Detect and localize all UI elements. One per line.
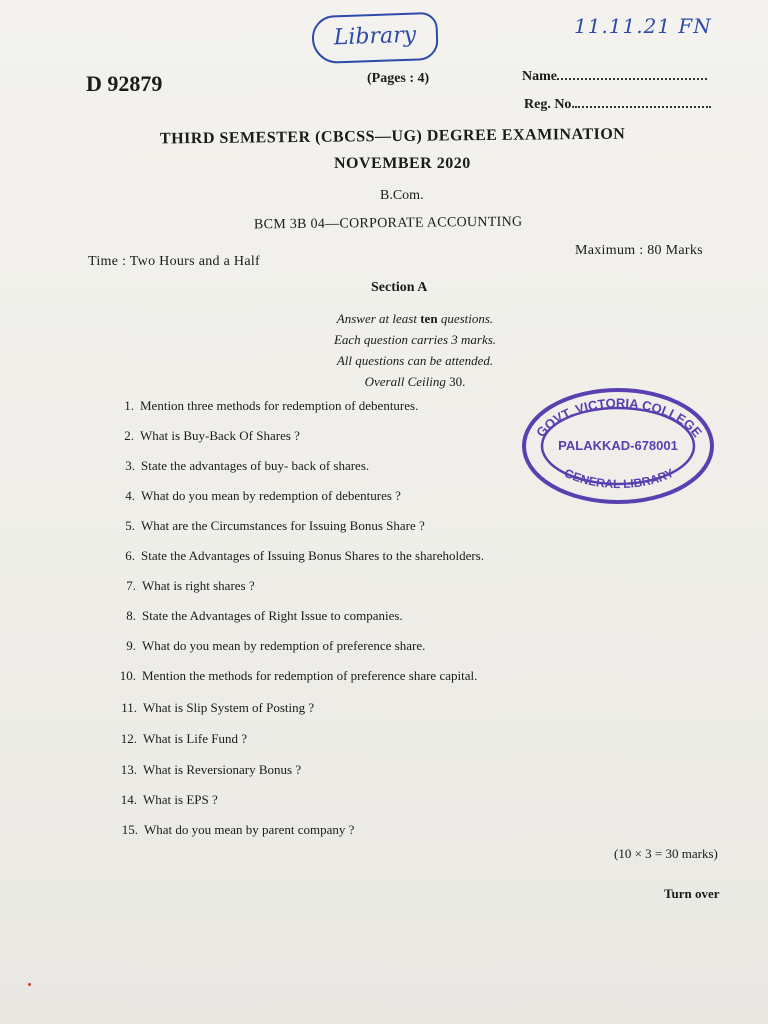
question-number: 5. bbox=[125, 518, 135, 533]
instruction-line-2: Each question carries 3 marks. bbox=[333, 332, 497, 347]
instruction-line-4 bbox=[300, 371, 530, 392]
name-label: Name bbox=[522, 69, 557, 84]
time-allowed: Time : Two Hours and a Half bbox=[88, 254, 260, 269]
question-item bbox=[111, 731, 247, 747]
question-text: What do you mean by redemption of debentures ? bbox=[141, 488, 401, 503]
question-item bbox=[108, 398, 418, 414]
exam-session: NOVEMBER 2020 bbox=[334, 155, 471, 172]
question-item bbox=[110, 608, 403, 624]
question-item bbox=[108, 428, 300, 444]
question-number: 7. bbox=[126, 578, 136, 593]
question-number: 12. bbox=[120, 731, 137, 746]
question-text: What do you mean by redemption of preference share. bbox=[142, 638, 426, 653]
question-text: What is Life Fund ? bbox=[143, 731, 247, 746]
question-number: 13. bbox=[120, 762, 137, 777]
question-item bbox=[109, 458, 369, 474]
question-text: What is Slip System of Posting ? bbox=[143, 700, 315, 715]
question-number: 9. bbox=[126, 638, 136, 653]
question-text: What is right shares ? bbox=[142, 578, 255, 593]
section-heading: Section A bbox=[371, 280, 428, 295]
instruction-4-number: 30. bbox=[449, 374, 466, 389]
instruction-line-1 bbox=[300, 308, 530, 329]
reg-no-label: Reg. No. bbox=[524, 97, 575, 112]
question-number: 15. bbox=[121, 822, 138, 837]
question-number: 14. bbox=[120, 792, 137, 807]
question-item bbox=[110, 638, 425, 654]
question-text: Mention the methods for redemption of preference share capital. bbox=[142, 668, 478, 683]
question-number: 4. bbox=[125, 488, 135, 503]
instruction-1-pre: Answer at least bbox=[336, 311, 417, 326]
question-item bbox=[109, 488, 401, 504]
question-number: 8. bbox=[126, 608, 136, 623]
reg-no-blank bbox=[575, 96, 711, 108]
stamp-bottom-text: GENERAL LIBRARY bbox=[562, 465, 676, 492]
section-instructions bbox=[300, 308, 530, 392]
handwritten-library-note: Library bbox=[311, 12, 439, 64]
name-field bbox=[522, 68, 707, 85]
question-item bbox=[111, 700, 314, 716]
question-text: State the Advantages of Right Issue to companies. bbox=[142, 608, 403, 623]
exam-title: THIRD SEMESTER (CBCSS—UG) DEGREE EXAMINATION bbox=[159, 125, 626, 148]
library-stamp-graphic bbox=[520, 386, 716, 504]
question-number: 6. bbox=[125, 548, 135, 563]
question-item bbox=[110, 668, 477, 684]
question-number: 10. bbox=[119, 668, 136, 683]
question-number: 2. bbox=[124, 428, 134, 443]
stamp-top-text: GOVT. VICTORIA COLLEGE bbox=[533, 395, 706, 441]
question-item bbox=[109, 548, 484, 564]
instruction-4-text: Overall Ceiling bbox=[364, 374, 446, 389]
question-text: What is Reversionary Bonus ? bbox=[143, 762, 302, 777]
maximum-marks: Maximum : 80 Marks bbox=[575, 243, 703, 258]
ink-speck bbox=[28, 983, 31, 986]
question-item bbox=[111, 792, 218, 808]
turn-over-note: Turn over bbox=[664, 886, 720, 901]
question-number: 11. bbox=[121, 700, 137, 715]
instruction-1-bold: ten bbox=[420, 311, 438, 326]
instruction-1-post: questions. bbox=[440, 311, 494, 326]
question-item bbox=[109, 518, 425, 534]
marks-summary: (10 × 3 = 30 marks) bbox=[614, 846, 718, 861]
question-item bbox=[112, 822, 354, 838]
course-name: B.Com. bbox=[380, 188, 424, 203]
question-item bbox=[110, 578, 255, 594]
question-text: What is Buy-Back Of Shares ? bbox=[140, 428, 300, 443]
question-text: What do you mean by parent company ? bbox=[144, 822, 355, 837]
instruction-line-3: All questions can be attended. bbox=[336, 353, 494, 368]
question-text: What are the Circumstances for Issuing Bonus Share ? bbox=[141, 518, 425, 533]
question-item bbox=[111, 762, 301, 778]
library-stamp bbox=[520, 386, 716, 504]
paper-title: BCM 3B 04—CORPORATE ACCOUNTING bbox=[253, 214, 523, 233]
question-text: What is EPS ? bbox=[143, 792, 218, 807]
question-number: 1. bbox=[124, 398, 134, 413]
question-number: 3. bbox=[125, 458, 135, 473]
question-text: State the advantages of buy- back of shares. bbox=[141, 458, 370, 473]
reg-no-field bbox=[524, 96, 711, 113]
name-blank bbox=[557, 68, 707, 80]
handwritten-date-note: 11.11.21 FN bbox=[574, 14, 712, 38]
paper-code: D 92879 bbox=[86, 71, 163, 96]
stamp-middle-text: PALAKKAD-678001 bbox=[558, 438, 678, 453]
question-text: State the Advantages of Issuing Bonus Shares to the shareholders. bbox=[141, 548, 484, 563]
question-text: Mention three methods for redemption of debentures. bbox=[140, 398, 419, 413]
page-count: (Pages : 4) bbox=[367, 71, 430, 86]
